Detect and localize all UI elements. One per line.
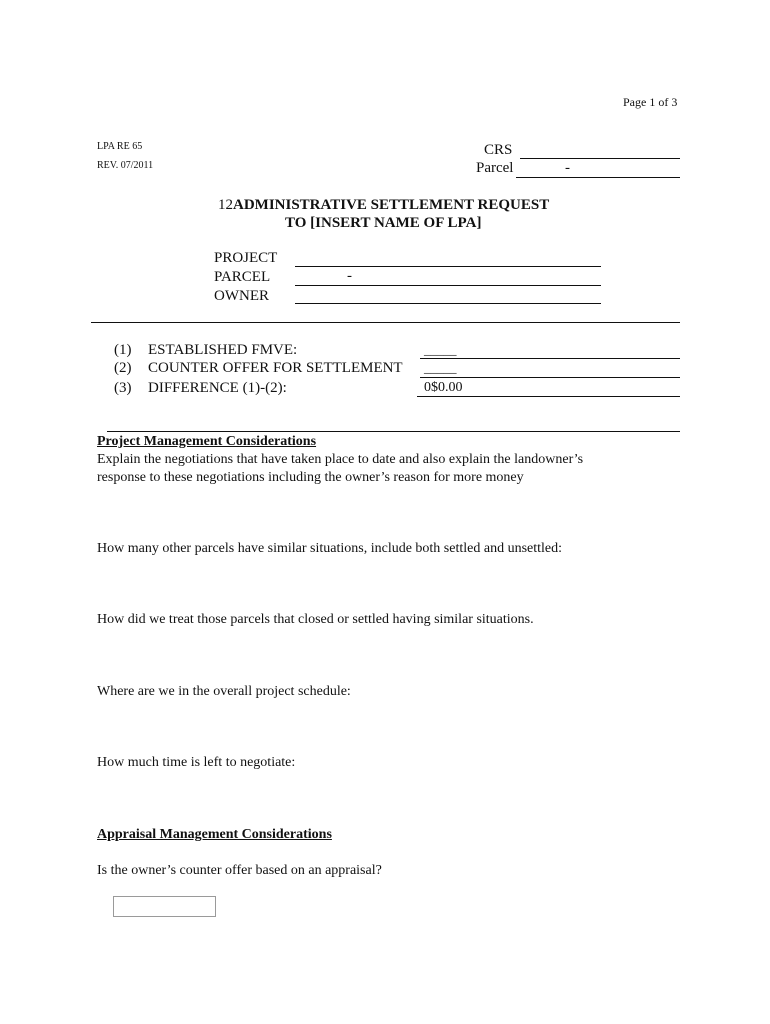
form-id: LPA RE 65 (97, 141, 143, 152)
section-divider (91, 322, 680, 323)
amount-row-1-label: ESTABLISHED FMVE: (148, 342, 298, 358)
amount-row-2-value[interactable]: _____ (424, 360, 457, 375)
owner-label: OWNER (214, 288, 269, 304)
project-mgmt-q5: How much time is left to negotiate: (97, 755, 296, 770)
header-parcel-line (516, 177, 680, 178)
form-title-line1: 12ADMINISTRATIVE SETTLEMENT REQUEST (218, 197, 550, 213)
amount-row-1-value[interactable]: _____ (424, 342, 457, 357)
amount-row-3-num: (3) (114, 380, 132, 396)
appraisal-mgmt-heading: Appraisal Management Considerations (97, 827, 332, 842)
amounts-divider (107, 431, 680, 432)
project-mgmt-q1-line1: Explain the negotiations that have taken place to date and also explain the landowner’s (97, 452, 584, 467)
amount-row-2-label: COUNTER OFFER FOR SETTLEMENT (148, 360, 403, 376)
project-mgmt-q1-line2: response to these negotiations including the owner’s reason for more money (97, 470, 524, 485)
form-revision: REV. 07/2011 (97, 160, 154, 171)
parcel-label: PARCEL (214, 269, 271, 285)
amount-row-2-num: (2) (114, 360, 132, 376)
appraisal-mgmt-q1: Is the owner’s counter offer based on an appraisal? (97, 863, 382, 878)
amount-row-3-line (417, 396, 680, 397)
parcel-field[interactable] (295, 285, 601, 286)
project-mgmt-heading: Project Management Considerations (97, 434, 317, 449)
owner-field[interactable] (295, 303, 601, 304)
amount-row-2-line (420, 377, 680, 378)
crs-line[interactable] (520, 158, 680, 159)
header-parcel-label: Parcel (476, 160, 514, 176)
project-field[interactable] (295, 266, 601, 267)
amount-row-3-label: DIFFERENCE (1)-(2): (148, 380, 287, 396)
project-mgmt-q4: Where are we in the overall project schedule: (97, 684, 351, 699)
amount-row-1-line (420, 358, 680, 359)
project-mgmt-q2: How many other parcels have similar situations, include both settled and unsettled: (97, 541, 563, 556)
amount-row-1-num: (1) (114, 342, 132, 358)
crs-label: CRS (484, 142, 513, 158)
amount-row-3-value[interactable]: 0$0.00 (424, 380, 463, 395)
project-mgmt-q3: How did we treat those parcels that closed or settled having similar situations. (97, 612, 534, 627)
page-number: Page 1 of 3 (623, 95, 678, 109)
header-parcel-value[interactable]: - (565, 160, 570, 176)
parcel-field-value[interactable]: - (347, 268, 352, 284)
form-title-line2: TO [INSERT NAME OF LPA] (285, 215, 482, 231)
project-label: PROJECT (214, 250, 278, 266)
appraisal-answer-field[interactable] (113, 896, 216, 917)
